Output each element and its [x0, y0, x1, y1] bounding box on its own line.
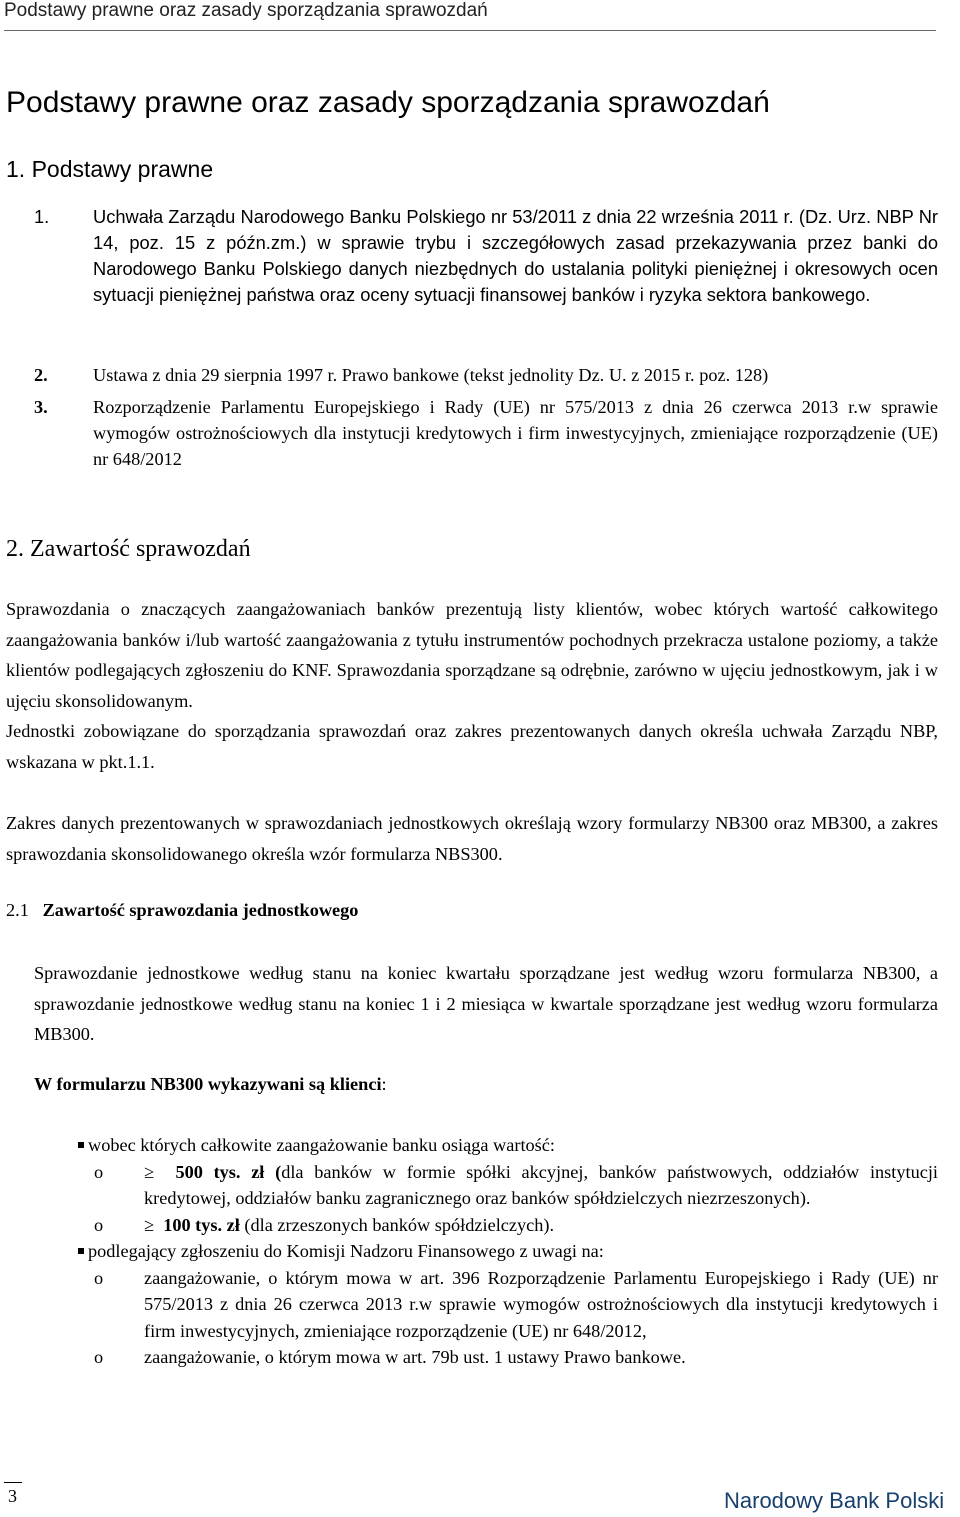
list-item	[34, 204, 938, 362]
brand-logo-text: Narodowy Bank Polski	[724, 1488, 945, 1513]
threshold-value: 100 tys. zł	[163, 1214, 240, 1235]
greater-equal-sign: ≥	[144, 1161, 155, 1182]
section-2-paragraph: Jednostki zobowiązane do sporządzania sprawozdań oraz zakres prezentowanych danych określa uchwała Zarządu NBP, wskazana w pkt.1.1.	[6, 721, 938, 772]
sub-item	[78, 1159, 938, 1212]
page-number: 3	[8, 1486, 17, 1506]
bullet-text: wobec których całkowite zaangażowanie banku osiąga wartość:	[88, 1135, 555, 1155]
form-heading-text: W formularzu NB300 wykazywani są klienci	[34, 1074, 382, 1094]
list-item	[34, 362, 938, 394]
circle-bullet-icon: o	[94, 1214, 104, 1235]
list-item-text: Rozporządzenie Parlamentu Europejskiego i Rady (UE) nr 575/2013 z dnia 26 czerwca 2013 r.w sprawie wymogów ostrożnościowych dla instytucji kredytowych i firm inwestycyjnych, zmieniające rozporządzenie (UE) nr 648/2012	[93, 397, 938, 469]
page-title: Podstawy prawne oraz zasady sporządzania sprawozdań	[6, 86, 770, 119]
list-item-number: 1.	[34, 206, 50, 227]
sub-item-text: zaangażowanie, o którym mowa w art. 79b ust. 1 ustawy Prawo bankowe.	[144, 1347, 686, 1367]
subsection-paragraph: Sprawozdanie jednostkowe według stanu na koniec kwartału sporządzane jest według wzoru formularza NB300, a sprawozdanie jednostkowe według stanu na koniec 1 i 2 miesiąca w kwartale sporządzane jest według wzoru formularza MB300.	[34, 963, 938, 1044]
list-item	[34, 394, 938, 472]
sub-item-text: zaangażowanie, o którym mowa w art. 396 Rozporządzenie Parlamentu Europejskiego i Rady (UE) nr 575/2013 z dnia 26 czerwca 2013 r.w sprawie wymogów ostrożnościowych dla instytucji kredytowych i firm inwestycyjnych, zmieniające rozporządzenie (UE) nr 648/2012,	[144, 1267, 938, 1341]
circle-bullet-icon: o	[94, 1161, 104, 1182]
square-bullet-icon	[78, 1142, 84, 1148]
circle-bullet-icon: o	[94, 1267, 104, 1288]
list-item-number: 2.	[34, 365, 48, 385]
section-2-heading: 2. Zawartość sprawozdań	[6, 536, 251, 562]
subsection-number: 2.1	[6, 900, 29, 920]
bullet-list	[78, 1132, 938, 1371]
threshold-value: 500 tys. zł (	[175, 1161, 282, 1182]
square-bullet-icon	[78, 1248, 84, 1254]
list-item-text: Uchwała Zarządu Narodowego Banku Polskiego nr 53/2011 z dnia 22 września 2011 r. (Dz. Urz. NBP Nr 14, poz. 15 z późn.zm.) w sprawie trybu i szczegółowych zasad przekazywania przez banki do Narodowego Banku Polskiego danych niezbędnych do ustalania polityki pieniężnej i okresowych ocen sytuacji pieniężnej państwa oraz oceny sytuacji finansowej banków i ryzyka sektora bankowego.	[93, 206, 938, 305]
circle-bullet-icon: o	[94, 1347, 104, 1367]
page-number-rule	[4, 1482, 22, 1483]
section-2-paragraph: Sprawozdania o znaczących zaangażowaniach banków prezentują listy klientów, wobec których wartość całkowitego zaangażowania banków i/lub wartość zaangażowania z tytułu instrumentów pochodnych przekracza ustalone poziomy, a także klientów podlegających zgłoszeniu do KNF. Sprawozdania sporządzane są odrębnie, zarówno w ujęciu jednostkowym, jak i w ujęciu skonsolidowanym.	[6, 599, 938, 711]
bullet-item	[78, 1132, 938, 1159]
sub-item-text	[144, 1159, 938, 1212]
threshold-description: (dla zrzeszonych banków spółdzielczych).	[239, 1214, 555, 1235]
header-divider	[4, 30, 936, 31]
subsection-heading	[6, 900, 358, 921]
sub-item	[78, 1265, 938, 1345]
running-header: Podstawy prawne oraz zasady sporządzania sprawozdań	[4, 0, 488, 21]
section-2-paragraph: Zakres danych prezentowanych w sprawozdaniach jednostkowych określają wzory formularzy NB300 oraz MB300, a zakres sprawozdania skonsolidowanego określa wzór formularza NBS300.	[6, 813, 938, 864]
section-1-heading: 1. Podstawy prawne	[6, 156, 214, 182]
sub-item	[78, 1344, 938, 1371]
bullet-item	[78, 1238, 938, 1265]
list-item-number: 3.	[34, 397, 48, 417]
legal-basis-list	[34, 204, 938, 472]
greater-equal-sign: ≥	[144, 1214, 155, 1235]
sub-item-text	[144, 1212, 938, 1239]
bullet-text: podlegający zgłoszeniu do Komisji Nadzoru Finansowego z uwagi na:	[88, 1241, 604, 1261]
form-heading	[34, 1074, 387, 1095]
subsection-title: Zawartość sprawozdania jednostkowego	[42, 900, 359, 920]
list-item-text: Ustawa z dnia 29 sierpnia 1997 r. Prawo bankowe (tekst jednolity Dz. U. z 2015 r. poz. 128)	[93, 365, 769, 385]
form-heading-colon: :	[381, 1074, 387, 1094]
threshold-description: dla banków w formie spółki akcyjnej, banków państwowych, oddziałów instytucji kredytowej, oddziałów banku zagranicznego oraz banków spółdzielczych niezrzeszonych).	[144, 1161, 939, 1208]
sub-item	[78, 1212, 938, 1239]
